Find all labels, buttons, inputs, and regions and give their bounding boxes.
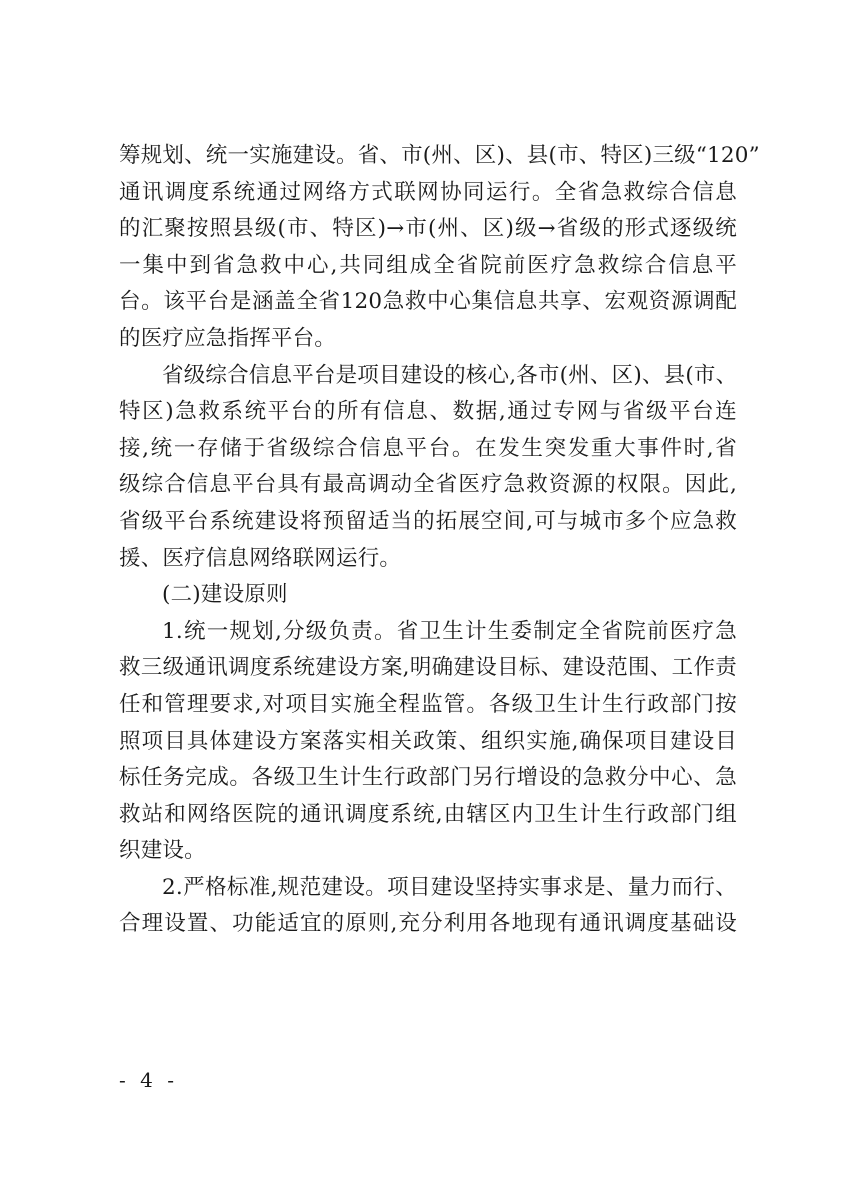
- text-line: 接,统一存储于省级综合信息平台。在发生突发重大事件时,省: [119, 435, 737, 461]
- text-line: 合理设置、功能适宜的原则,充分利用各地现有通讯调度基础设: [119, 911, 737, 937]
- text-line: 特区)急救系统平台的所有信息、数据,通过专网与省级平台连: [119, 399, 737, 425]
- text-line: 省级综合信息平台是项目建设的核心,各市(州、区)、县(市、: [162, 362, 738, 388]
- text-line: 救站和网络医院的通讯调度系统,由辖区内卫生计生行政部门组: [119, 801, 737, 827]
- text-line: 的汇聚按照县级(市、特区)→市(州、区)级→省级的形式逐级统: [119, 216, 737, 242]
- page-number: - 4 -: [119, 1068, 178, 1092]
- text-line: 援、医疗信息网络联网运行。: [119, 545, 402, 571]
- text-line: 的医疗应急指挥平台。: [119, 325, 337, 351]
- text-line: 通讯调度系统通过网络方式联网协同运行。全省急救综合信息: [119, 179, 737, 205]
- text-line: 级综合信息平台具有最高调动全省医疗急救资源的权限。因此,: [119, 472, 737, 498]
- text-line: 台。该平台是涵盖全省120急救中心集信息共享、宏观资源调配: [119, 289, 737, 315]
- body-text: [119, 138, 760, 943]
- text-line: 任和管理要求,对项目实施全程监管。各级卫生计生行政部门按: [119, 691, 737, 717]
- text-line: 1.统一规划,分级负责。省卫生计生委制定全省院前医疗急: [162, 618, 737, 644]
- text-line: 救三级通讯调度系统建设方案,明确建设目标、建设范围、工作责: [119, 655, 737, 681]
- text-line: 织建设。: [119, 838, 206, 864]
- section-heading: (二)建设原则: [162, 582, 288, 608]
- text-line: 筹规划、统一实施建设。省、市(州、区)、县(市、特区)三级“120”: [119, 143, 760, 168]
- text-line: 省级平台系统建设将预留适当的拓展空间,可与城市多个应急救: [119, 508, 737, 534]
- text-line: 一集中到省急救中心,共同组成全省院前医疗急救综合信息平: [119, 252, 737, 278]
- text-line: 2.严格标准,规范建设。项目建设坚持实事求是、量力而行、: [162, 874, 737, 900]
- text-line: 标任务完成。各级卫生计生行政部门另行增设的急救分中心、急: [119, 765, 737, 791]
- text-line: 照项目具体建设方案落实相关政策、组织实施,确保项目建设目: [119, 728, 737, 754]
